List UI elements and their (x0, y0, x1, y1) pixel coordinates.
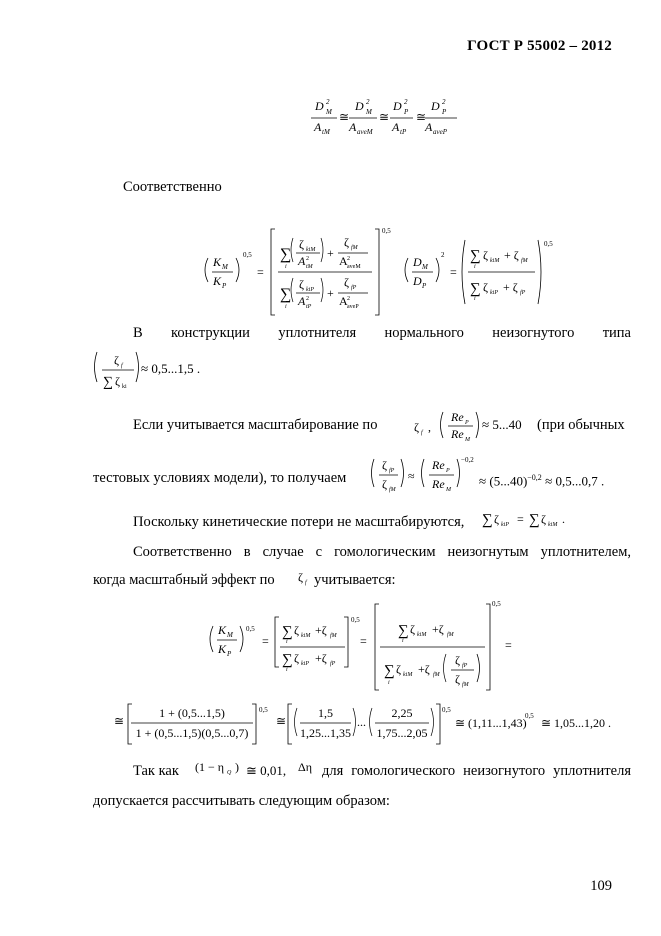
svg-text:M: M (446, 487, 451, 493)
svg-text:∑: ∑ (280, 286, 292, 303)
svg-text:=: = (517, 512, 524, 526)
svg-text:M: M (222, 263, 228, 271)
svg-text:≅: ≅ (339, 110, 350, 124)
svg-text:0,5: 0,5 (442, 706, 451, 714)
svg-text:2: 2 (441, 251, 445, 259)
svg-text:+: + (327, 286, 334, 300)
svg-text:∑: ∑ (470, 281, 481, 297)
svg-text:kiP: kiP (301, 661, 309, 667)
svg-text:ζ: ζ (494, 512, 499, 526)
svg-text:ζ: ζ (483, 280, 488, 294)
svg-text:0,5: 0,5 (544, 240, 553, 248)
svg-text:2: 2 (366, 98, 370, 106)
para-allowed: допускается рассчитывать следующим образом: (93, 793, 390, 809)
page-number: 109 (590, 878, 612, 894)
svg-text:kiM: kiM (548, 522, 558, 528)
svg-text:aveP: aveP (433, 128, 447, 136)
svg-text:0,5: 0,5 (525, 712, 534, 720)
svg-text:≅: ≅ (416, 110, 427, 124)
svg-text:ζ: ζ (344, 235, 349, 249)
svg-text:P: P (442, 108, 447, 116)
svg-text:A: A (425, 120, 433, 134)
svg-text:ζ: ζ (294, 651, 299, 665)
svg-text:kiP: kiP (490, 290, 498, 296)
svg-text:i: i (285, 264, 287, 270)
svg-text:ζ: ζ (414, 420, 419, 434)
para-kinetic: Поскольку кинетические потери не масштабируются, (133, 514, 465, 530)
f5-frac2-num: 2,25 (391, 706, 413, 720)
svg-text:A: A (339, 254, 348, 268)
para-when: когда масштабный эффект по (93, 572, 275, 588)
svg-text:ζ: ζ (114, 353, 119, 367)
value-range-1: ≈ 0,5...1,5 . (141, 361, 201, 376)
svg-text:f: f (305, 580, 307, 586)
svg-text:f: f (121, 363, 123, 369)
svg-text:aveP: aveP (347, 304, 359, 310)
svg-text:P: P (227, 650, 232, 658)
svg-text:i: i (402, 638, 404, 644)
svg-text:fP: fP (389, 468, 395, 474)
svg-text:i: i (388, 680, 390, 686)
svg-text:Re: Re (432, 458, 445, 472)
svg-text:ki: ki (122, 384, 127, 390)
svg-text:=: = (360, 634, 367, 648)
f5-denominator: 1 + (0,5...1,5)(0,5...0,7) (135, 726, 249, 740)
svg-text:2: 2 (404, 98, 408, 106)
f5-result-a: ≅ (1,11...1,43) (455, 716, 527, 730)
svg-text:...: ... (357, 715, 366, 729)
svg-text:ζ: ζ (541, 512, 546, 526)
svg-text:ζ: ζ (298, 570, 303, 584)
svg-text:fP: fP (520, 290, 526, 296)
svg-text:tP: tP (306, 304, 312, 310)
svg-text:kiM: kiM (417, 632, 427, 638)
formula-reynolds (414, 410, 479, 443)
svg-text:0,5: 0,5 (492, 600, 501, 608)
svg-text:=: = (450, 265, 457, 279)
svg-text:ζ: ζ (410, 622, 415, 636)
svg-text:ζ: ζ (396, 662, 401, 676)
svg-text:(1 − η: (1 − η (195, 760, 225, 774)
para-correspondingly: Соответственно (123, 179, 222, 195)
svg-text:+ ζ: + ζ (503, 280, 518, 294)
svg-text:2: 2 (306, 296, 309, 302)
svg-text:ζ: ζ (382, 458, 387, 472)
formula-homologous (210, 600, 512, 690)
formula-zeta-f-inline (298, 570, 308, 586)
svg-text:fM: fM (433, 672, 440, 678)
para-construction: В конструкции уплотнителя нормального неизогнутого типа (133, 325, 631, 341)
svg-text:=: = (262, 634, 269, 648)
svg-text:≅: ≅ (114, 714, 125, 728)
value-range-2: ≈ 5...40 (482, 417, 522, 432)
svg-text:K: K (218, 623, 227, 637)
formula-diameter-area-ratio (311, 98, 457, 136)
svg-text:Q: Q (227, 770, 232, 776)
svg-text:fM: fM (330, 633, 337, 639)
svg-text:P: P (222, 282, 227, 290)
document-header: ГОСТ Р 55002 – 2012 (467, 38, 612, 54)
svg-text:M: M (422, 263, 428, 271)
svg-text:Re: Re (432, 477, 445, 491)
svg-text:fM: fM (447, 632, 454, 638)
value-eta: ≅ 0,01, (246, 763, 287, 778)
formula-kinetic-equality (482, 512, 565, 528)
svg-text:,: , (428, 420, 431, 434)
svg-text:fM: fM (389, 487, 396, 493)
svg-text:aveM: aveM (357, 128, 373, 136)
svg-text:A: A (349, 120, 357, 134)
para-when-b: учитывается: (314, 572, 396, 588)
svg-text:fM: fM (462, 682, 469, 688)
svg-text:P: P (465, 420, 469, 426)
svg-text:∑: ∑ (482, 512, 493, 528)
f5-frac2-den: 1,75...2,05 (376, 726, 428, 740)
svg-text:∑: ∑ (529, 512, 540, 528)
svg-text:0,5: 0,5 (246, 625, 255, 633)
svg-text:ζ: ζ (455, 653, 460, 667)
svg-text:A: A (298, 294, 306, 308)
svg-text:A: A (339, 294, 348, 308)
value-result-1 (479, 467, 604, 492)
svg-text:D: D (393, 99, 402, 113)
svg-text:i: i (286, 667, 288, 673)
svg-text:+ζ: +ζ (315, 623, 327, 637)
svg-text:K: K (213, 274, 222, 288)
svg-text:i: i (285, 304, 287, 310)
para-homologous: Соответственно в случае с гомологическим неизогнутым уплотнителем, (133, 544, 631, 560)
value-result-base: ≈ (5...40) (479, 473, 528, 489)
svg-text:i: i (474, 264, 476, 270)
svg-text:+ζ: +ζ (315, 651, 327, 665)
svg-text:+ζ: +ζ (418, 662, 430, 676)
svg-text:P: P (446, 468, 450, 474)
svg-text:≅: ≅ (379, 110, 390, 124)
svg-text:kiM: kiM (306, 247, 316, 253)
svg-text:ζ: ζ (299, 277, 304, 291)
svg-text:ζ: ζ (299, 237, 304, 251)
svg-text:i: i (286, 639, 288, 645)
svg-text:2: 2 (442, 98, 446, 106)
svg-text:∑: ∑ (282, 624, 293, 640)
svg-text:∑: ∑ (280, 246, 292, 263)
svg-text:P: P (422, 282, 427, 290)
svg-text:0,5: 0,5 (243, 251, 252, 259)
f5-numerator: 1 + (0,5...1,5) (159, 706, 225, 720)
svg-text:M: M (465, 437, 470, 443)
svg-text:fP: fP (330, 661, 336, 667)
svg-text:−0,2: −0,2 (461, 456, 474, 464)
svg-text:2: 2 (326, 98, 330, 106)
formula-zeta-ratio (95, 352, 139, 390)
svg-text:D: D (413, 255, 422, 269)
formula-friction-scaling (372, 456, 475, 493)
svg-text:tM: tM (322, 128, 330, 136)
svg-text:kiP: kiP (306, 287, 314, 293)
svg-text:∑: ∑ (398, 623, 409, 639)
svg-text:≈: ≈ (408, 469, 415, 483)
svg-text:M: M (227, 631, 233, 639)
svg-text:ζ: ζ (455, 672, 460, 686)
formula-k-ratio (205, 227, 391, 315)
svg-text:0,5: 0,5 (351, 616, 360, 624)
svg-text:f: f (421, 430, 423, 436)
svg-text:M: M (326, 108, 332, 116)
svg-text:fM: fM (351, 245, 358, 251)
svg-text:D: D (315, 99, 324, 113)
para-since: Так как (133, 763, 179, 779)
svg-text:K: K (218, 642, 227, 656)
svg-text:D: D (413, 274, 422, 288)
svg-text:P: P (404, 108, 409, 116)
svg-text:Re: Re (451, 410, 464, 424)
value-result-exp: −0,2 (527, 473, 542, 482)
svg-text:ζ: ζ (483, 248, 488, 262)
svg-text:≅: ≅ (276, 714, 287, 728)
svg-text:D: D (431, 99, 440, 113)
svg-text:+: + (327, 246, 334, 260)
svg-text:∑: ∑ (384, 663, 395, 679)
f5-result-b: ≅ 1,05...1,20 . (541, 716, 612, 730)
para-since-b: для гомологического неизогнутого уплотнителя (322, 763, 631, 779)
f5-frac1-num: 1,5 (318, 706, 333, 720)
svg-text:+ ζ: + ζ (504, 248, 519, 262)
svg-text:∑: ∑ (470, 248, 481, 264)
f5-frac1-den: 1,25...1,35 (300, 726, 351, 740)
svg-text:i: i (474, 296, 476, 302)
para-scaling: Если учитывается масштабирование по (133, 417, 378, 433)
svg-text:ζ: ζ (115, 374, 120, 388)
svg-text:=: = (505, 638, 512, 652)
svg-text:2: 2 (306, 256, 309, 262)
svg-text:kiP: kiP (501, 522, 509, 528)
svg-text:kiM: kiM (490, 258, 500, 264)
svg-text:A: A (314, 120, 322, 134)
svg-text:tM: tM (306, 264, 313, 270)
svg-text:fP: fP (351, 285, 357, 291)
svg-text:): ) (235, 760, 239, 774)
svg-text:0,5: 0,5 (259, 706, 268, 714)
svg-text:A: A (298, 254, 306, 268)
svg-text:Δη: Δη (298, 760, 312, 774)
svg-text:kiM: kiM (301, 633, 311, 639)
svg-text:ζ: ζ (382, 477, 387, 491)
svg-text:fP: fP (462, 663, 468, 669)
formula-d-ratio (405, 240, 553, 304)
svg-text:∑: ∑ (103, 375, 113, 390)
svg-text:ζ: ζ (344, 275, 349, 289)
svg-text:2: 2 (347, 256, 350, 262)
svg-text:0,5: 0,5 (382, 227, 391, 235)
svg-text:2: 2 (347, 296, 350, 302)
svg-text:tP: tP (400, 128, 407, 136)
svg-text:=: = (257, 265, 264, 279)
svg-text:ζ: ζ (294, 623, 299, 637)
svg-text:kiM: kiM (403, 672, 413, 678)
svg-text:∑: ∑ (282, 652, 293, 668)
para-test: тестовых условиях модели), то получаем (93, 470, 347, 486)
value-result-range: ≈ 0,5...0,7 . (545, 473, 605, 489)
svg-text:aveM: aveM (347, 264, 361, 270)
para-scaling-b: (при обычных (537, 417, 625, 433)
svg-text:.: . (562, 512, 565, 526)
svg-text:+ζ: +ζ (432, 622, 444, 636)
svg-text:fM: fM (521, 258, 528, 264)
svg-text:Re: Re (451, 427, 464, 441)
svg-text:D: D (355, 99, 364, 113)
svg-text:M: M (366, 108, 372, 116)
svg-text:A: A (392, 120, 400, 134)
svg-text:K: K (213, 255, 222, 269)
